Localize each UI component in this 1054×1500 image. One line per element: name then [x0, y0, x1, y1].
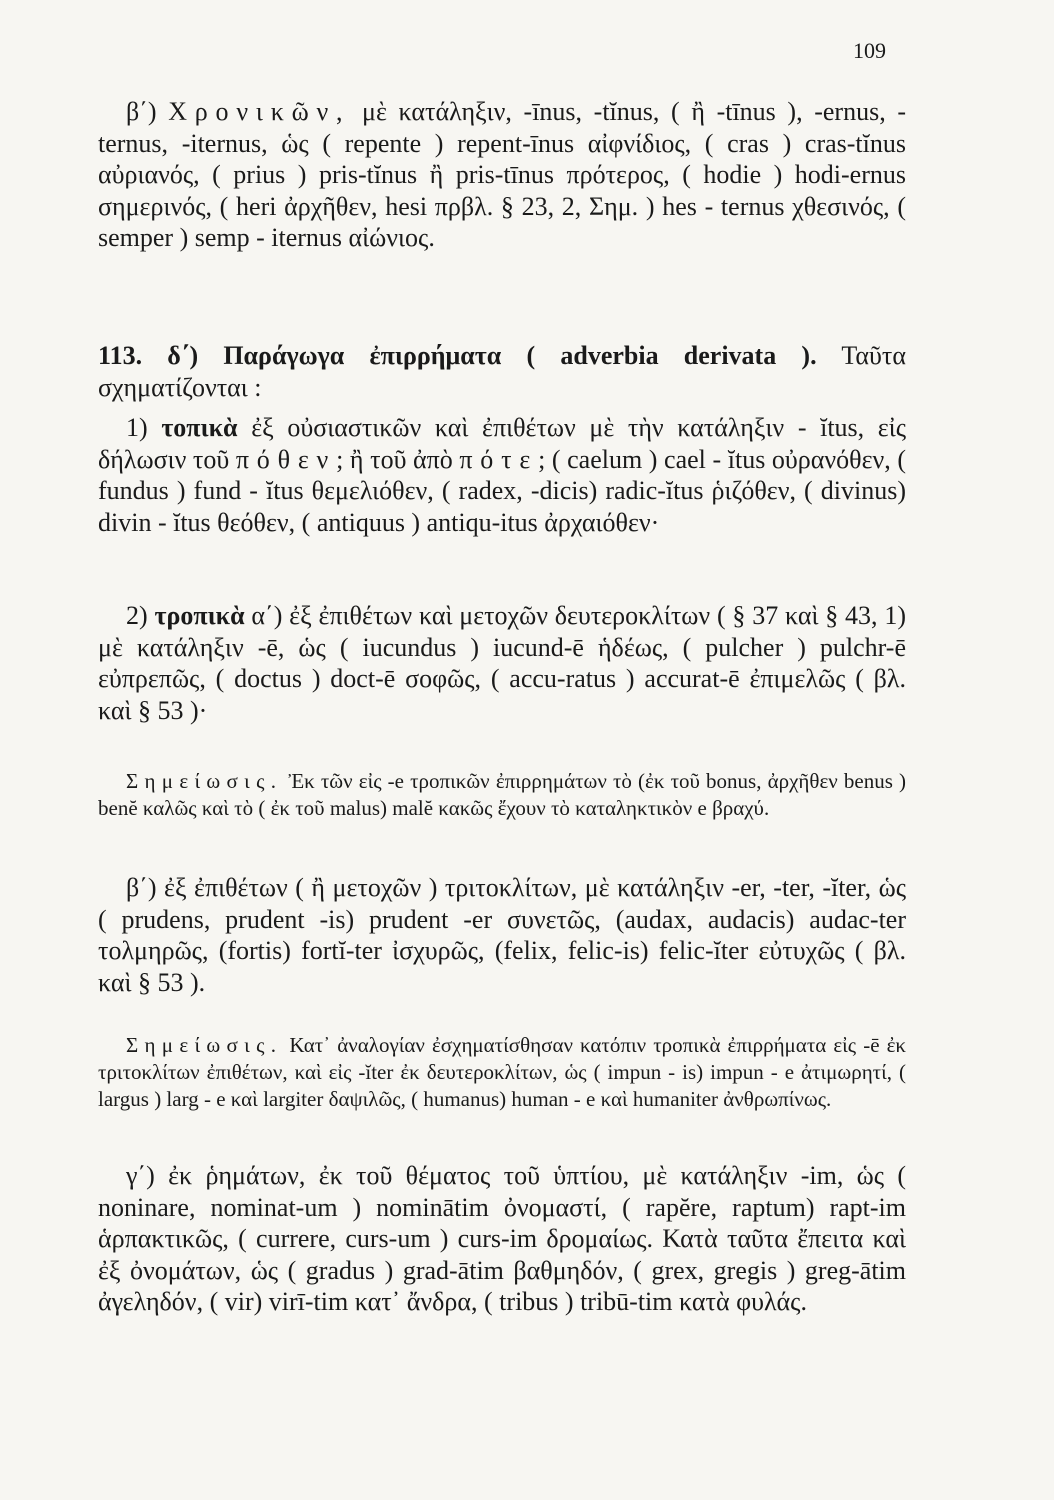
note-text: Ἐκ τῶν εἰς -e τροπικῶν ἐπιρρημάτων τὸ (ἐκ τοῦ bonus, ἀρχῆθεν benus ) benĕ καλῶς καὶ τὸ ( ἐκ τοῦ malus) malĕ κακῶς ἔχουν τὸ καταληκτικὸν e βραχύ.: [98, 769, 907, 820]
note-two: [98, 1032, 906, 1113]
note-label: Σημείωσις.: [126, 769, 283, 793]
item-local-adverbs: [98, 412, 906, 538]
item-heading: Χρονικῶν,: [168, 97, 351, 126]
item-label: γ΄): [126, 1161, 155, 1190]
section-title: δ΄) Παράγωγα ἐπιρρήματα ( adverbia derivata ).: [167, 341, 817, 370]
item-number: 2): [126, 601, 148, 630]
paragraph-chronic-adverbs: [98, 96, 906, 254]
note-label: Σημείωσις.: [126, 1033, 283, 1057]
item-heading: τοπικὰ: [161, 413, 238, 442]
item-text: α΄) ἐξ ἐπιθέτων καὶ μετοχῶν δευτεροκλίτων ( § 37 καὶ § 43, 1) μὲ κατάληξιν -ē, ὡς ( iucundus ) iucund-ē ἡδέως, ( pulcher ) pulchr-ē εὐπρεπῶς, ( doctus ) doct-ē σοφῶς, ( accu-ratus ) accurat-ē ἐπιμελῶς ( βλ. καὶ § 53 )·: [98, 601, 907, 725]
note-text: Κατ᾽ ἀναλογίαν ἐσχηματίσθησαν κατόπιν τροπικὰ ἐπιρρήματα εἰς -ē ἐκ τριτοκλίτων ἐπιθέτων, καὶ εἰς -ĭter ἐκ δευτεροκλίτων, ὡς ( impun - is) impun - e ἀτιμωρητί, ( largus ) larg - e καὶ largiter δαψιλῶς, ( humanus) human - e καὶ humaniter ἀνθρωπίνως.: [98, 1033, 906, 1111]
note-one: [98, 768, 906, 822]
section-text: Ταῦτα σχηματίζονται :: [98, 341, 907, 402]
section-113: [98, 340, 906, 403]
item-text: ; ( caelum ) cael - ĭtus οὐρανόθεν, ( fundus ) fund - ĭtus θεμελιόθεν, ( radex, -dicis) radic-ĭtus ῥιζόθεν, ( divinus) divin - ĭtus θεόθεν, ( antiquus ) antiqu-itus ἀρχαιόθεν·: [98, 444, 907, 537]
page-number: 109: [853, 38, 886, 63]
item-text: ἐκ ῥημάτων, ἐκ τοῦ θέματος τοῦ ὑπτίου, μὲ κατάληξιν -im, ὡς ( noninare, nominat-um ) nominātim ὀνομαστί, ( rapĕre, raptum) rapt-im ἁρπακτικῶς, ( currere, curs-um ) curs-im δρομαίως. Κατὰ ταῦτα ἔπειτα καὶ ἐξ ὀνομάτων, ὡς ( gradus ) grad-ātim βαθμηδόν, ( grex, gregis ) greg-ātim ἀγεληδόν, ( vir) virī-tim κατ᾽ ἄνδρα, ( tribus ) tribū-tim κατὰ φυλάς.: [98, 1161, 907, 1317]
item-text: ἐξ ἐπιθέτων ( ἢ μετοχῶν ) τριτοκλίτων, μὲ κατάληξιν -er, -ter, -ĭter, ὡς ( prudens, prudent -is) prudent -er συνετῶς, (audax, audacis) audac-ter τολμηρῶς, (fortis) fortĭ-ter ἰσχυρῶς, (felix, felic-is) felic-ĭter εὐτυχῶς ( βλ. καὶ § 53 ).: [98, 873, 906, 997]
item-text: ; ἢ τοῦ ἀπὸ: [336, 444, 453, 474]
paragraph-text: μὲ κατάληξιν, -īnus, -tĭnus, ( ἢ -tīnus ), -ernus, -ternus, -iternus, ὡς ( repente ) repent-īnus αἰφνίδιος, ( cras ) cras-tĭnus αὐριανός, ( prius ) pris-tĭnus ἢ pris-tīnus πρότερος, ( hodie ) hodi-ernus σημερινός, ( heri ἀρχῆθεν, hesi πρβλ. § 23, 2, Σημ. ) hes - ternus χθεσινός, ( semper ) semp - iternus αἰώνιος.: [98, 97, 907, 253]
spaced-word: πόθεν: [235, 444, 337, 474]
spaced-word: πότε: [459, 444, 539, 474]
item-text: ἐξ οὐσιαστικῶν καὶ ἐπιθέτων μὲ τὴν κατάληξιν - ĭtus, εἰς δήλωσιν τοῦ: [98, 413, 907, 474]
item-beta-third-declension: [98, 872, 906, 998]
item-heading: τροπικὰ: [154, 601, 245, 630]
item-label: β΄): [126, 873, 157, 902]
item-number: 1): [126, 413, 148, 442]
item-label: β΄): [126, 97, 157, 126]
section-number: 113.: [98, 341, 143, 370]
item-modal-adverbs: [98, 600, 906, 726]
item-gamma-verbal-adverbs: [98, 1160, 906, 1318]
